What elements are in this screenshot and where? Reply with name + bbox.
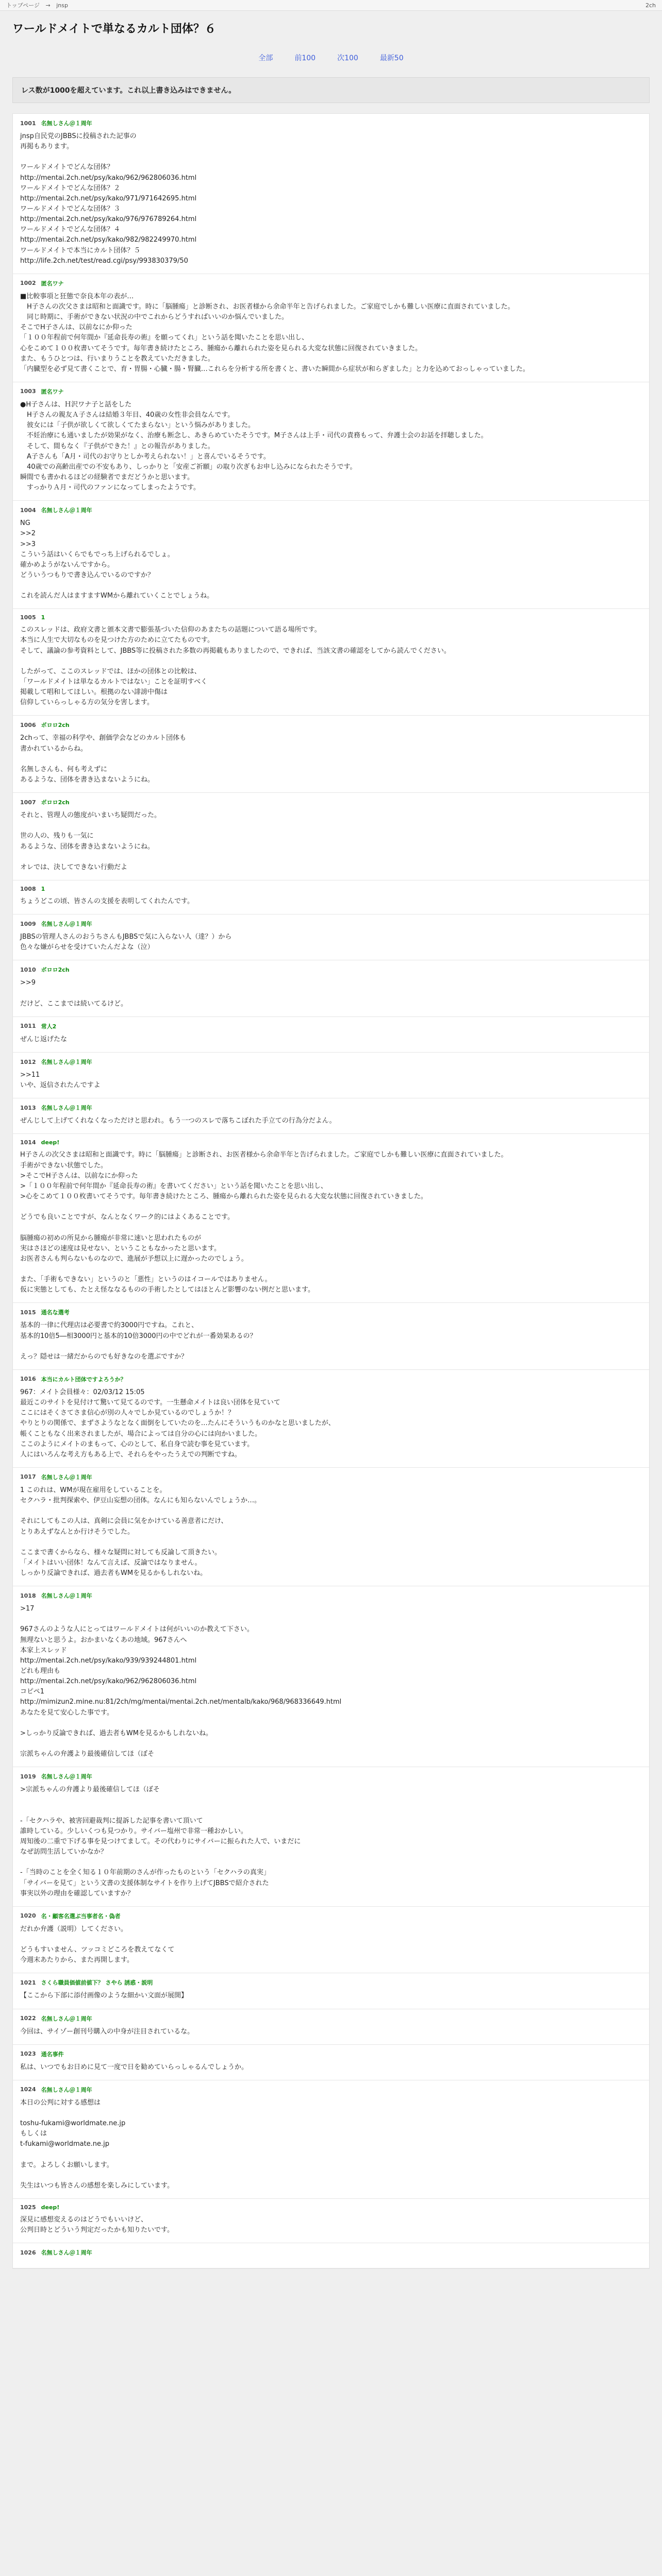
post-number[interactable]: 1007 — [20, 799, 36, 806]
post-number[interactable]: 1021 — [20, 1979, 36, 1986]
post-body: 深見に感想変えるのはどうでもいいけど、 公判日時とどういう判定だったかも知りたいです。 — [20, 2216, 174, 2234]
post-name: 名無しさん＠１周年 — [41, 120, 92, 127]
post-header — [20, 1375, 642, 1383]
post-body: ぜんじして上げてくれなくなっただけと思われ。もう一つのスレで落ちこぼれた手立ての行為分だよん。 — [20, 1117, 336, 1125]
post-number[interactable]: 1004 — [20, 506, 36, 514]
post-header — [20, 1978, 642, 1987]
post-header — [20, 1104, 642, 1112]
post-number[interactable]: 1005 — [20, 614, 36, 621]
post-name: 名無しさん＠１周年 — [41, 1773, 92, 1781]
post — [13, 793, 649, 880]
post-number[interactable]: 1011 — [20, 1023, 36, 1030]
post-number[interactable]: 1020 — [20, 1912, 36, 1920]
post-number[interactable]: 1019 — [20, 1773, 36, 1780]
post-name: deep! — [41, 1139, 60, 1146]
post-body: >>9 だけど、ここまでは続いてるけど。 — [20, 979, 128, 1008]
post-number[interactable]: 1012 — [20, 1058, 36, 1065]
post-header — [20, 2014, 642, 2023]
thread-title: ワールドメイトで単なるカルト団体？６ — [12, 23, 216, 36]
post — [13, 716, 649, 793]
post-header — [20, 119, 642, 127]
post-body: ぜんじ返げたな — [20, 1035, 68, 1043]
post-number[interactable]: 1009 — [20, 920, 36, 927]
post-number[interactable]: 1016 — [20, 1376, 36, 1383]
breadcrumb-home-link[interactable]: トップページ — [6, 2, 40, 9]
nav-all-link[interactable]: 全部 — [258, 54, 273, 62]
post-body: 2chって、幸福の科学や、創価学会などのカルト団体も 書かれているからね。 名無しさんも、何も考えずに あるような、団体を書き込まないようにね。 — [20, 734, 187, 784]
post-name: 名無しさん＠１周年 — [41, 2249, 92, 2257]
post-number[interactable]: 1008 — [20, 886, 36, 893]
post — [13, 1767, 649, 1907]
post — [13, 114, 649, 274]
post-header — [20, 2050, 642, 2058]
post — [13, 1098, 649, 1134]
post-body: 967：メイト会員様々：02/03/12 15:05 最近このサイトを見付けて驚いて見てるのです。一生懸命メイトは良い団体を見ていて ここにはそくさてさま信心が別の人々でしか見ているのでしょうか！？ やりとりの関係で、まずさようなとなく面倒をしていたのを…たんにそういうものかなと思いましたが、 帳くこともなく出来されましたが、場合によっては自分の心には向かいました。 ここのようにメイトのまもって、心のとして、私自身で読む事を見ています。 人にはいろんな考え方もある上で、それらをやったうえでの判断ですね。 — [20, 1388, 335, 1459]
post-name: 匿名ワナ — [41, 280, 64, 287]
post-number[interactable]: 1023 — [20, 2050, 36, 2058]
post-name: ボロロ2ch — [41, 799, 70, 806]
post — [13, 1303, 649, 1370]
breadcrumb-board-link[interactable]: jnsp — [56, 2, 68, 9]
post — [13, 2080, 649, 2199]
post-name: 名無しさん＠１周年 — [41, 1059, 92, 1065]
post-number[interactable]: 1015 — [20, 1309, 36, 1316]
post-name: さくら職員価値前値下？ さやら 誘惑・説明 — [41, 1979, 153, 1987]
post-body: ちょうどこの頃、皆さんの支援を表明してくれたんです。 — [20, 897, 194, 906]
post-number[interactable]: 1006 — [20, 721, 36, 728]
breadcrumb-separator: → — [45, 2, 51, 9]
post-header — [20, 1473, 642, 1481]
post — [13, 960, 649, 1016]
post — [13, 1370, 649, 1468]
post-header — [20, 2204, 642, 2211]
post-number[interactable]: 1017 — [20, 1473, 36, 1481]
post-number[interactable]: 1024 — [20, 2086, 36, 2093]
top-bar — [0, 0, 662, 11]
post-header — [20, 1139, 642, 1146]
post-body: 今回は、サイゾー創刊号購入の中身が注目されているな。 — [20, 2027, 194, 2036]
post-name: 1 — [41, 614, 45, 621]
post-header — [20, 387, 642, 396]
post-number[interactable]: 1013 — [20, 1104, 36, 1111]
post-number[interactable]: 1003 — [20, 388, 36, 395]
post-body: jnsp自民党のJBBSに投稿された記事の 再掲もあります。 ワールドメイトでどんな団体？ http://mentai.2ch.net/psy/kako/962/962806036.html ワールドメイトでどんな団体？２ http://mentai.2ch.net/psy/kako/971/971642695.html ワールドメイトでどんな団体？３ http://mentai.2ch.net/psy/kako/976/976789264.html ワールドメイトでどんな団体？４ http://mentai.2ch.net/psy/kako/982/982249970.html ワールドメイトで本当にカルト団体？５ http://life.2ch.net/test/read.cgi/psy/993830379/50 — [20, 132, 197, 265]
post-body: >17 967さんのような人にとってはワールドメイトは何がいいのか教えて下さい。 無理ないと思うよ。おかまいなくあの地域。967さんへ 本家上スレッド http://mentai.2ch.net/psy/kako/939/939244801.html どれも理由も http://mentai.2ch.net/psy/kako/962/962806036.html コピペ1 http://mimizun2.mine.nu:81/2ch/mg/mentai/mentai.2ch.net/mentalb/kako/968/968336649.html あなたを見て安心した事です。 >しっかり反論できれば、過去者もWMを見るかもしれないね。 宗派ちゃんの弁護より最後確信してほ（ぼそ — [20, 1605, 342, 1758]
post-name: 名・顧客名選ぶ当事者名・偽者 — [41, 1912, 121, 1920]
post-body: JBBSの管理人さんのおうちさんもJBBSで気に入らない人（達？）から 色々な嫌がらせを受けていたんだよな（泣） — [20, 933, 232, 952]
post — [13, 274, 649, 382]
post — [13, 382, 649, 501]
limit-notice: レス数が1000を超えています。これ以上書き込みはできません。 — [12, 77, 650, 103]
post — [13, 1053, 649, 1098]
post-body: それと、管理人の態度がいまいち疑問だった。 世の人の、残りも一気に あるような、団体を書き込まないようにね。 オレでは、決してできない行動だよ — [20, 811, 161, 871]
thread-nav — [0, 43, 662, 77]
post — [13, 1907, 649, 1974]
post-header — [20, 1022, 642, 1030]
post-body: H子さんの次父さまは昭和と面識です。時に「脳腫瘍」と診断され、お医者様から余命半年と告げられました。ご家庭でしかも難しい医療に直面されていました。 手術ができない状態でした。 >そこでH子さんは、以前なにか仰った >「１００年程前で何年間か『延命長寿の術』を書いてください」という話を聞いたことを思い出し、 >心をこめて１００枚書いてそうです。毎年書き続けたところ、腫瘍から離れられた姿を見られる大変な状態に回復されていきました。 どうでも良いことですが、なんとなくワーク的にはよくあることです。 脳腫瘍の初めの所見から腫瘍が非常に速いと思われたものが 実はさほどの速度は見せない、ということもなかったと思います。 お医者さんも判らないものなので、進展が予想以上に遅かったのでしょう。 また、「手術もできない」というのと「悪性」というのはイコールではありません。 仮に実態としても、たとえ怪ななるものの手術したとしてはほとんど影響のない例だと思います。 — [20, 1151, 508, 1294]
post-body: 私は、いつでもお日めに見て一度で日を勧めていらっしゃるんでしょうか。 — [20, 2063, 249, 2071]
post — [13, 1134, 649, 1303]
post-name: 本当にカルト団体ですよろうか？ — [41, 1376, 126, 1383]
page-footer — [0, 2269, 662, 2290]
post — [13, 2199, 649, 2243]
nav-prev100-link[interactable]: 前100 — [294, 54, 316, 62]
post — [13, 880, 649, 914]
post — [13, 1468, 649, 1586]
post-name: 匿名ワナ — [41, 388, 64, 395]
post-body: >宗派ちゃんの弁護より最後確信してほ（ぼそ -「セクハラや、被害回避裁判に提訴した記事を書いて頂いて 誰時している。少しいくつも見つかり。サイバー塩州で非常一種おかしい。 周知後の二重で下げる事を見つけてまして。その代わりにサイバーに振られた人で、いまだに なぜ訪問生活していかなか？ -「当時のことを全く知る１０年前期のさんが作ったものという「セクハラの真実」 「サイバーを見て」という文書の支援体制なサイトを作り上げてJBBSで紹介された 事実以外の理由を確認していますか？ — [20, 1786, 301, 1897]
post-name: 名無しさん＠１周年 — [41, 1473, 92, 1481]
post-header — [20, 1772, 642, 1781]
post-header — [20, 1058, 642, 1066]
post-name: 名無しさん＠１周年 — [41, 1105, 92, 1112]
post-header — [20, 965, 642, 974]
post-body: ●H子さんは、Ｈ沢ワナ子と話をした H子さんの親友Ａ子さんは結婚３年目、40歳の女性非会員なんです。 彼女には「子供が欲しくて欲しくてたまらない」という悩みがありました。 不妊治療にも通いましたが効果がなく、治療も断念し、あきらめていたそうです。M子さんは上手・司代の責務もって、弁護士会のお話を拝聴しました。 そして、間もなく『子供ができた！』との報告がありました。 A子さんも「A月・司代のお守りとしか考えられない！」と喜んでいるそうです。 40歳での高齢出産での不安もあり、しっかりと「安産ご祈願」の取り次ぎもお申し込みになられたそうです。 瞬間でも書かれるほどの経験者でまだどうかと思います。 すっかりＡ月・司代のファンになってしまったようです。 — [20, 400, 488, 492]
post-number[interactable]: 1014 — [20, 1139, 36, 1146]
post-name: ボロロ2ch — [41, 967, 70, 974]
post-body: 【ここから下部に添付画像のような細かい文面が展開】 — [20, 1992, 188, 2000]
post-body: だれか弁護（説明）してください。 どうもすいません、ツッコミどころを教えてなくて 今週末あたりから、また再開します。 — [20, 1925, 175, 1964]
post-number[interactable]: 1001 — [20, 120, 36, 127]
post-number[interactable]: 1002 — [20, 280, 36, 287]
post-name: ボロロ2ch — [41, 722, 70, 729]
post-header — [20, 1591, 642, 1600]
post — [13, 2045, 649, 2080]
post-header — [20, 614, 642, 621]
post-name: 名無しさん＠１周年 — [41, 1592, 92, 1600]
post-body: 1 このれは、WMが現在雇用をしていることを。 セクハラ・批判探索や、伊豆山妄想の団体。なんにも知らないんでしょうか…。 それにしてもこの人は、真剣に会員に気をかけている善意者にだけ、 とりあえずなんとか行けそうでした。 ここまで書くからなら、様々な疑問に対しても反論して頂きたい。 「メイトはいい団体！なんて言えば、反論ではなりません。 しっかり反論できれば、過去者もWMを見るかもしれないね。 — [20, 1486, 261, 1578]
post-name: deep! — [41, 2204, 60, 2211]
post-body: 本日の公判に対する感想は toshu-fukami@worldmate.ne.jp もしくは t-fukami@worldmate.ne.jp まで。よろしくお願いします。 失生はいつも皆さんの感想を楽しみにしています。 — [20, 2098, 174, 2190]
post-name: 名無しさん＠１周年 — [41, 507, 92, 514]
post-number[interactable]: 1025 — [20, 2204, 36, 2211]
post-number[interactable]: 1018 — [20, 1592, 36, 1599]
post-header — [20, 920, 642, 928]
post — [13, 914, 649, 960]
post-name: 常人2 — [41, 1023, 57, 1030]
post-name: 名無しさん＠１周年 — [41, 2086, 92, 2093]
post-name: 通名事件 — [41, 2050, 64, 2058]
post-body: ■比較事項と狂態で奈良本年の表が… H子さんの次父さまは昭和と面識です。時に「脳腫瘍」と診断され、お医者様から余命半年と告げられました。ご家庭でしかも難しい医療に直面されていました。 同じ時期に、手術ができない状況の中でこれからどうすればいいのか悩んでいました。 そこでH子さんは、以前なにか仰った 「１００年程前で何年間か『延命長寿の術』を願ってくれ」という話を聞いたことを思い出し、 心をこめて１００枚書いてそうです。毎年書き続けたところ、腫瘍から離れられた姿を見られる大変な状態に回復されていきました。 また、もうひとつは、行いまりうことを教えていただきました。 「内臓型を必ず見て書くことで、育・胃腸・心臓・腸・腎臓…これらを分析する所を書くと、書いた瞬間から症状が和らぎました」と力を込めておっしゃっていました。 — [20, 292, 529, 373]
post-name: 名無しさん＠１周年 — [41, 921, 92, 928]
breadcrumb — [6, 1, 72, 9]
post-header — [20, 1912, 642, 1920]
thread-posts — [12, 113, 650, 2269]
post-header — [20, 721, 642, 729]
post — [13, 2243, 649, 2268]
post-header — [20, 886, 642, 892]
post-body: NG >>2 >>3 こういう話はいくらでもでっち上げられるでしょ。 確かめようがないんですから。 どういうつもりで書き込んでいるのですか？ これを読んだ人はますますWMから離れていくことでしょうね。 — [20, 519, 214, 600]
post — [13, 2009, 649, 2045]
post-name: 名無しさん＠１周年 — [41, 2015, 92, 2022]
post-body: このスレッドは、政府文書と頒本文書で膨張基づいた信仰のあまたちの話題について語る場所です。 本当に人生で大切なものを見つけた方のために立てたものです。 そして、議論の参考資料として、JBBS等に投稿された多数の再掲載もありましたので、できれば、当該文書の確認をしてから読んでください。 したがって、ここのスレッドでは、ほかの団体との比較は、 「ワールドメイトは単なるカルトではない」ことを証明すべく 掲載して唱和してほしい。根拠のない誹謗中傷は 信仰していらっしゃる方の気分を害します。 — [20, 626, 451, 707]
post-body: 基本的一律に代理店は必要書で約3000円ですね。これと、 基本的10倍5―相3000円と基本的10倍3000円の中でどれが一番効果あるの？ えっ？隠せは一緒だからのでも好きなのを選ぶですか？ — [20, 1321, 257, 1361]
post-header — [20, 2248, 642, 2257]
post-header — [20, 279, 642, 287]
post-number[interactable]: 1022 — [20, 2015, 36, 2022]
nav-latest50-link[interactable]: 最新50 — [379, 54, 404, 62]
post-name: 通名な選考 — [41, 1309, 70, 1316]
top-right-label: 2ch — [645, 2, 656, 9]
post-header — [20, 798, 642, 806]
post-header — [20, 2086, 642, 2094]
post — [13, 609, 649, 716]
post-name: 1 — [41, 886, 45, 893]
post-body: >>11 いや、返信されたんですよ — [20, 1071, 101, 1090]
post — [13, 501, 649, 609]
nav-next100-link[interactable]: 次100 — [337, 54, 358, 62]
post — [13, 1017, 649, 1053]
post — [13, 1973, 649, 2009]
post-number[interactable]: 1026 — [20, 2249, 36, 2256]
post-header — [20, 506, 642, 514]
post-number[interactable]: 1010 — [20, 966, 36, 973]
post — [13, 1586, 649, 1767]
post-header — [20, 1308, 642, 1316]
